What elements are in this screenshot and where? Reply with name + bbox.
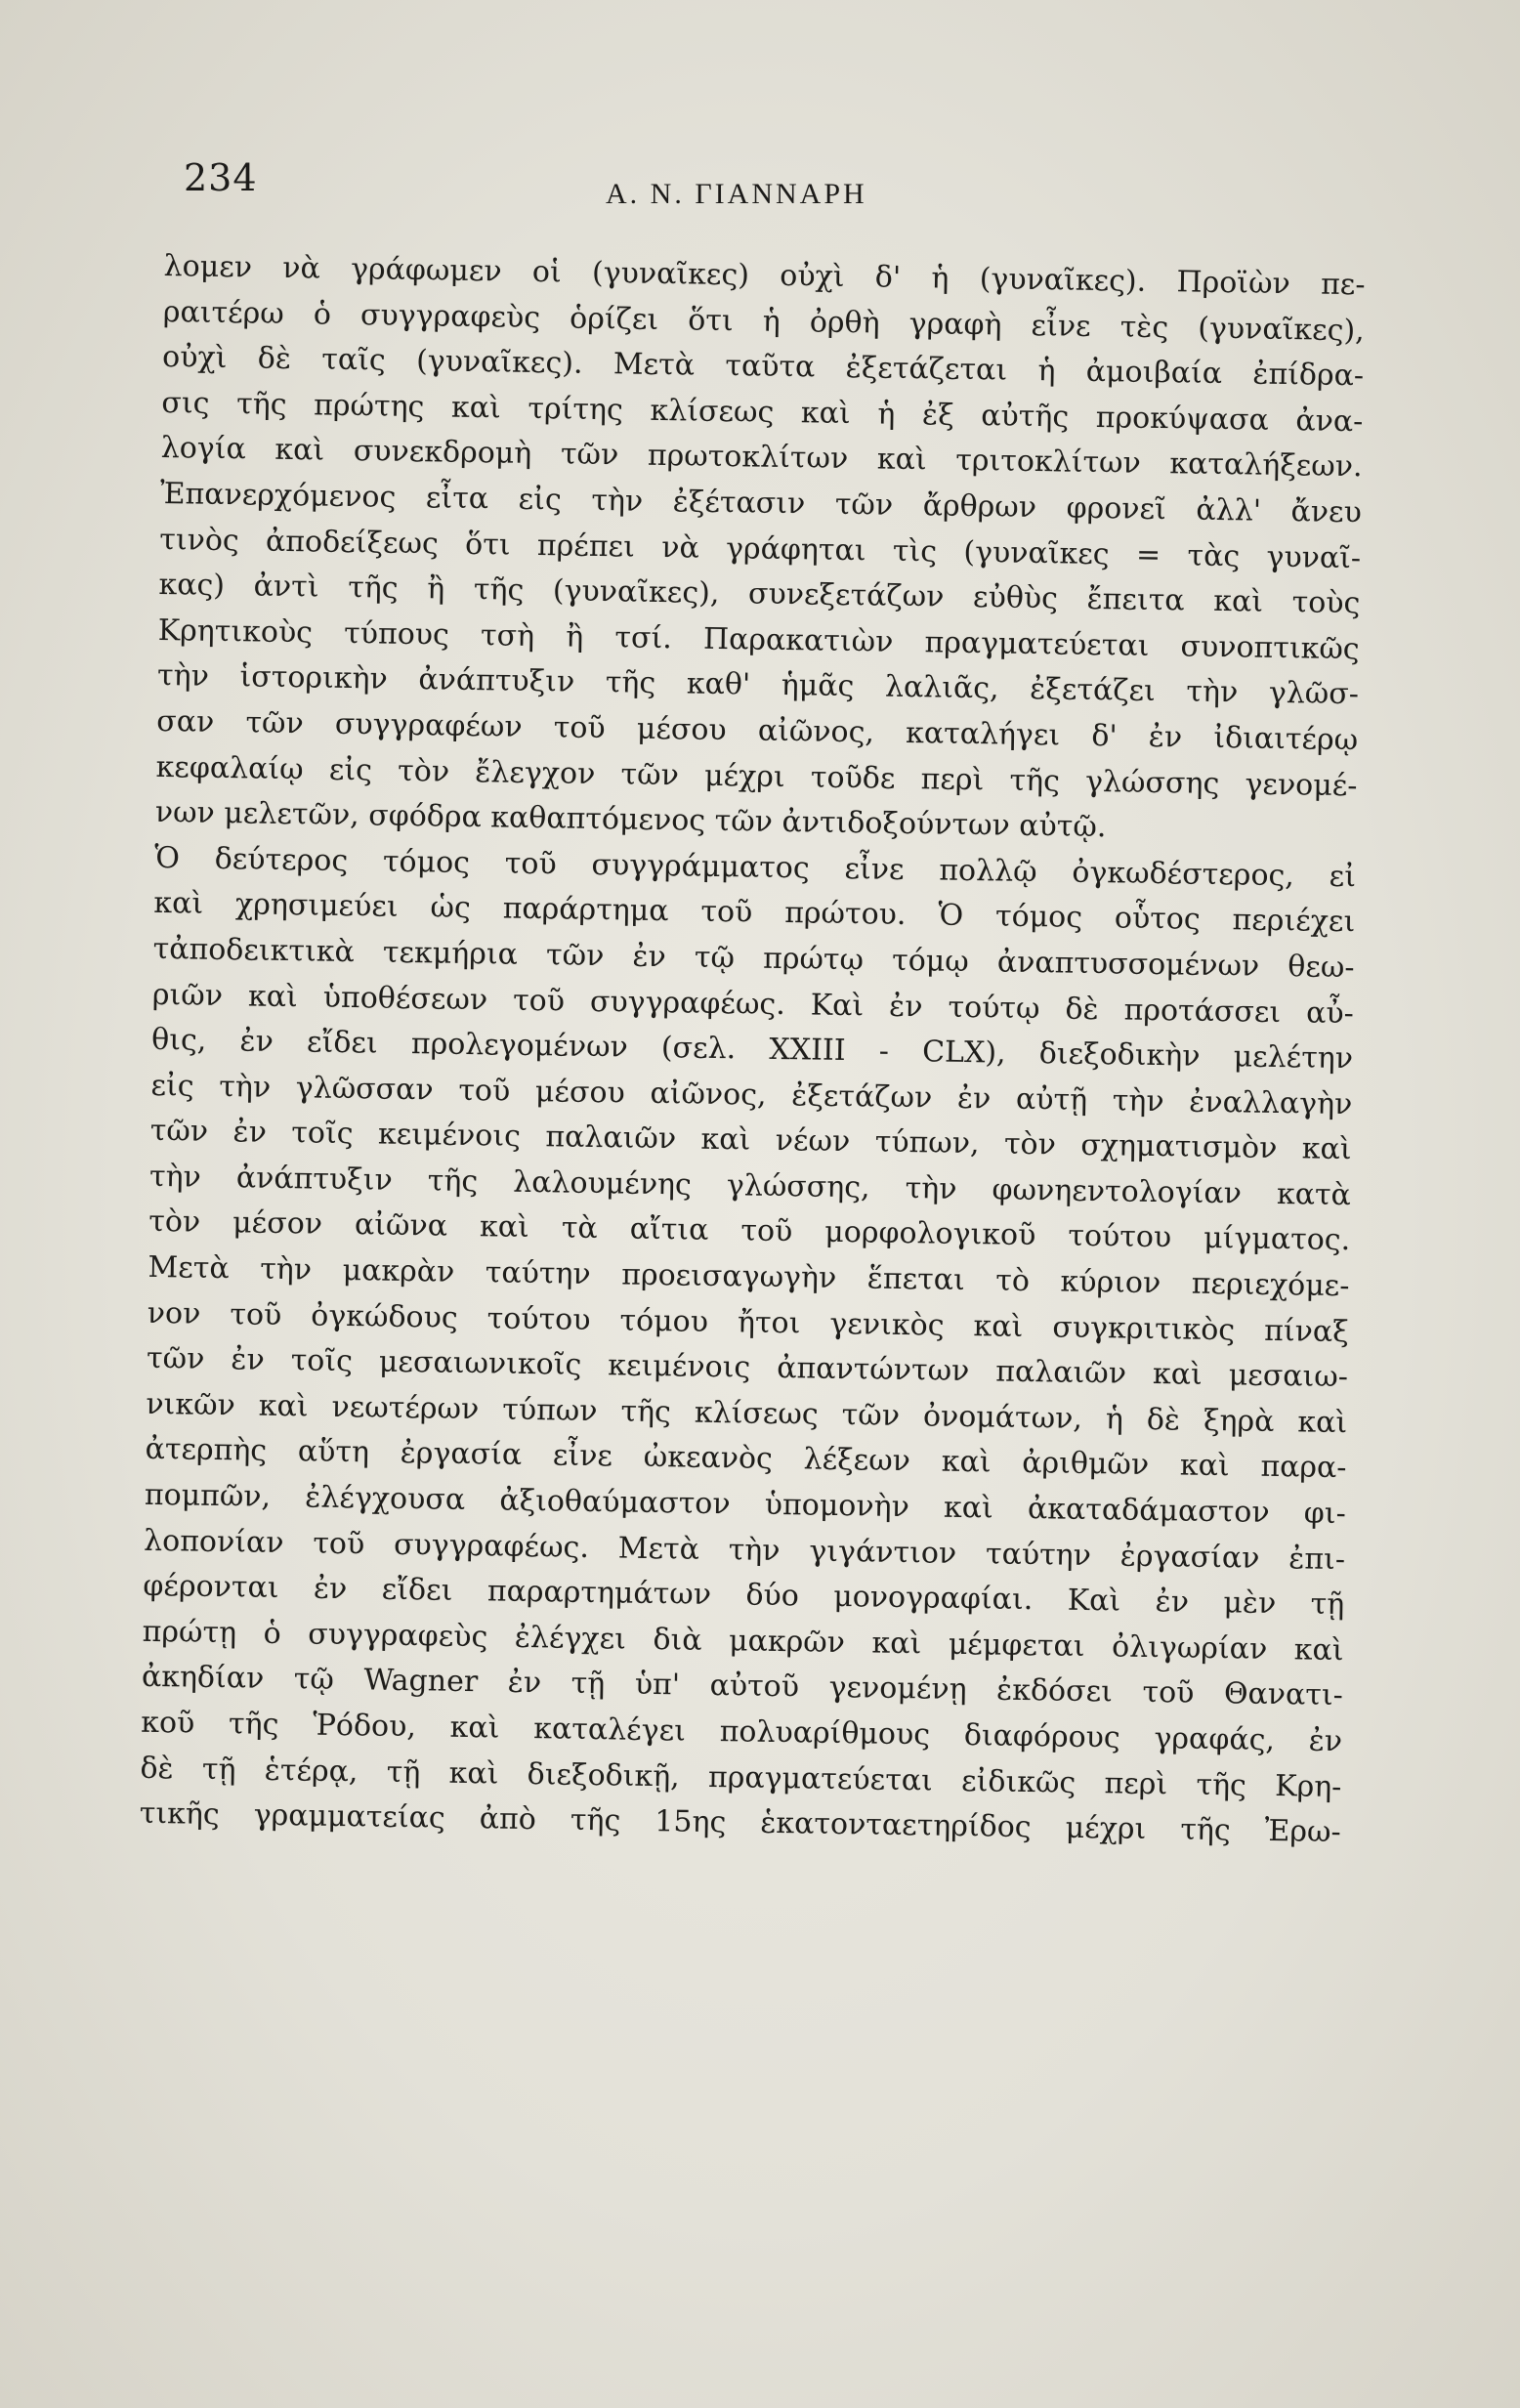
- text-line: κοῦ τῆς Ῥόδου, καὶ καταλέγει πολυαρίθμους διαφόρους γραφάς, ἐν: [140, 1705, 1343, 1759]
- text-line: νικῶν καὶ νεωτέρων τύπων τῆς κλίσεως τῶν ὀνομάτων, ἡ δὲ ξηρὰ καὶ: [146, 1386, 1348, 1441]
- text-line: πρώτῃ ὁ συγγραφεὺς ἐλέγχει διὰ μακρῶν καὶ μέμφεται ὀλιγωρίαν καὶ: [142, 1614, 1344, 1668]
- text-line: λογία καὶ συνεκδρομὴ τῶν πρωτοκλίτων καὶ τριτοκλίτων καταλήξεων.: [160, 431, 1363, 485]
- text-line: νον τοῦ ὀγκώδους τούτου τόμου ἤτοι γενικὸς καὶ συγκριτικὸς πίναξ: [147, 1295, 1349, 1349]
- text-line: οὐχὶ δὲ ταῖς (γυναῖκες). Μετὰ ταῦτα ἐξετάζεται ἡ ἀμοιβαία ἐπίδρα-: [161, 340, 1365, 394]
- text-line: λομεν νὰ γράφωμεν οἱ (γυναῖκες) οὐχὶ δ' ἡ (γυναῖκες). Προϊὼν πε-: [163, 248, 1366, 303]
- text-line: ριῶν καὶ ὑποθέσεων τοῦ συγγραφέως. Καὶ ἐν τούτῳ δὲ προτάσσει αὖ-: [151, 977, 1355, 1031]
- text-line: τἀποδεικτικὰ τεκμήρια τῶν ἐν τῷ πρώτῳ τόμῳ ἀναπτυσσομένων θεω-: [152, 931, 1355, 986]
- text-line: Ὁ δεύτερος τόμος τοῦ συγγράμματος εἶνε πολλῷ ὀγκωδέστερος, εἰ: [153, 840, 1357, 894]
- text-line: τικῆς γραμματείας ἀπὸ τῆς 15ης ἑκατονταετηρίδος μέχρι τῆς Ἐρω-: [139, 1795, 1341, 1850]
- text-line: φέρονται ἐν εἴδει παραρτημάτων δύο μονογραφίαι. Καὶ ἐν μὲν τῇ: [143, 1569, 1345, 1623]
- text-line: τινὸς ἀποδείξεως ὅτι πρέπει νὰ γράφηται τὶς (γυναῖκες = τὰς γυναῖ-: [158, 522, 1362, 575]
- text-line: κας) ἀντὶ τῆς ἢ τῆς (γυναῖκες), συνεξετάζων εὐθὺς ἔπειτα καὶ τοὺς: [158, 568, 1361, 621]
- text-line: σαν τῶν συγγραφέων τοῦ μέσου αἰῶνος, καταλήγει δ' ἐν ἰδιαιτέρῳ: [156, 703, 1359, 758]
- text-line: ἀτερπὴς αὕτη ἐργασία εἶνε ὠκεανὸς λέξεων καὶ ἀριθμῶν καὶ παρα-: [145, 1432, 1347, 1486]
- text-line: Ἐπανερχόμενος εἶτα εἰς τὴν ἐξέτασιν τῶν ἄρθρων φρονεῖ ἀλλ' ἄνευ: [159, 476, 1363, 530]
- text-line: νων μελετῶν, σφόδρα καθαπτόμενος τῶν ἀντιδοξούντων αὐτῷ.: [154, 795, 1107, 845]
- text-line: θις, ἐν εἴδει προλεγομένων (σελ. XXIII - CLX), διεξοδικὴν μελέτην: [150, 1022, 1354, 1077]
- text-line: τῶν ἐν τοῖς μεσαιωνικοῖς κειμένοις ἀπαντώντων παλαιῶν καὶ μεσαιω-: [146, 1341, 1349, 1395]
- text-line: τὸν μέσον αἰῶνα καὶ τὰ αἴτια τοῦ μορφολογικοῦ τούτου μίγματος.: [148, 1204, 1351, 1258]
- body-text: [139, 244, 1365, 1856]
- text-line: τῶν ἐν τοῖς κειμένοις παλαιῶν καὶ νέων τύπων, τὸν σχηματισμὸν καὶ: [149, 1114, 1352, 1167]
- text-line: λοπονίαν τοῦ συγγραφέως. Μετὰ τὴν γιγάντιον ταύτην ἐργασίαν ἐπι-: [143, 1523, 1346, 1577]
- text-line: εἰς τὴν γλῶσσαν τοῦ μέσου αἰῶνος, ἐξετάζων ἐν αὐτῇ τὴν ἐναλλαγὴν: [150, 1068, 1353, 1121]
- text-line: ἀκηδίαν τῷ Wagner ἐν τῇ ὑπ' αὐτοῦ γενομένῃ ἐκδόσει τοῦ Θανατι-: [141, 1660, 1344, 1713]
- page-number: 234: [184, 156, 258, 199]
- text-line: δὲ τῇ ἑτέρᾳ, τῇ καὶ διεξοδικῇ, πραγματεύεται εἰδικῶς περὶ τῆς Κρη-: [140, 1751, 1342, 1804]
- running-head: Α. Ν. ΓΙΑΝΝΑΡΗ: [606, 178, 867, 210]
- text-line: ραιτέρω ὁ συγγραφεὺς ὁρίζει ὅτι ἡ ὀρθὴ γραφὴ εἶνε τὲς (γυναῖκες),: [162, 294, 1366, 348]
- text-line: σις τῆς πρώτης καὶ τρίτης κλίσεως καὶ ἡ ἐξ αὐτῆς προκύψασα ἀνα-: [161, 385, 1364, 440]
- text-line: Μετὰ τὴν μακρὰν ταύτην προεισαγωγὴν ἕπεται τὸ κύριον περιεχόμε-: [148, 1249, 1350, 1304]
- page-header: [176, 156, 1393, 225]
- text-line: καὶ χρησιμεύει ὡς παράρτημα τοῦ πρώτου. Ὁ τόμος οὗτος περιέχει: [153, 886, 1356, 940]
- text-line: τὴν ἀνάπτυξιν τῆς λαλουμένης γλώσσης, τὴν φωνηεντολογίαν κατὰ: [148, 1159, 1352, 1213]
- text-line: Κρητικοὺς τύπους τσὴ ἢ τσί. Παρακατιὼν πραγματεύεται συνοπτικῶς: [157, 613, 1360, 667]
- text-line: τὴν ἱστορικὴν ἀνάπτυξιν τῆς καθ' ἡμᾶς λαλιᾶς, ἐξετάζει τὴν γλῶσ-: [156, 658, 1360, 712]
- text-line: πομπῶν, ἐλέγχουσα ἀξιοθαύμαστον ὑπομονὴν καὶ ἀκαταδάμαστον φι-: [144, 1477, 1347, 1532]
- text-line: κεφαλαίῳ εἰς τὸν ἔλεγχον τῶν μέχρι τοῦδε περὶ τῆς γλώσσης γενομέ-: [155, 749, 1358, 803]
